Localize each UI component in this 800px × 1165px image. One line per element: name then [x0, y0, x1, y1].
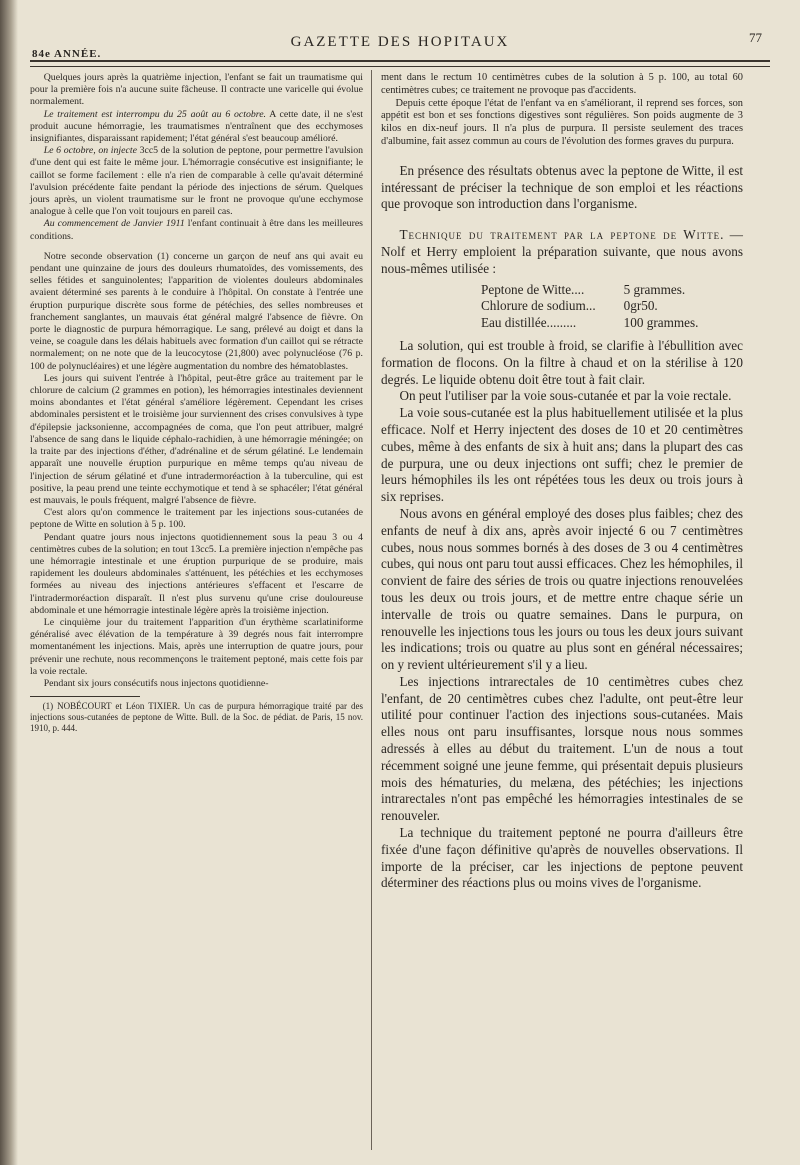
- recipe-row: [481, 282, 698, 299]
- paragraph: Depuis cette époque l'état de l'enfant va en s'améliorant, il reprend ses forces, son appétit est bon et ses fonctions digestives sont régulières. Son poids augmente de 3 kilos en dix-neuf jours. Il n'a plus de purpura. Il persiste seulement des traces d'albumine, fait assez commun au cours de l'évolution des formes graves du purpura.: [381, 97, 743, 147]
- year-label: 84e ANNÉE.: [32, 48, 102, 60]
- paragraph-lead: Le 6 octobre, on injecte: [43, 145, 137, 157]
- recipe-item: Peptone de Witte....: [481, 281, 585, 297]
- section-heading: Technique du traitement par la peptone de Witte.: [399, 227, 725, 243]
- footnote: (1) NOBÉCOURT et Léon TIXIER. Un cas de purpura hémorragique traité par des injections sous-cutanées de peptone de Witte. Bull. de la Soc. de pédiat. de Paris, 15 nov. 1910, p. 444.: [30, 701, 363, 734]
- left-column: [30, 72, 363, 734]
- paragraph: [30, 109, 363, 146]
- recipe-item: Chlorure de sodium...: [481, 298, 596, 314]
- paragraph: Les injections intrarectales de 10 centimètres cubes chez l'enfant, de 20 centimètres cubes chez l'adulte, ont peut-être leur utilité pour continuer l'action des injections sous-cutanées. Mais elles nous ont paru insuffisantes, lorsque nous nous sommes adressés à elles au début du traitement. L'un de nous a tout récemment soigné une jeune femme, qui présentait depuis plusieurs mois des hématuries, du melæna, des pétéchies; les injections intrarectales n'ont pas empêché les hémorragies intestinales de se renouveler.: [381, 673, 743, 824]
- paragraph: C'est alors qu'on commence le traitement par les injections sous-cutanées de peptone de Witte en solution à 5 p. 100.: [30, 507, 363, 531]
- paragraph: Nous avons en général employé des doses plus faibles; chez des enfants de neuf à dix ans, après avoir injecté 6 ou 7 centimètres cubes, nous nous sommes bornés à des doses de 3 ou 4 centimètres cubes, qui nous ont paru tout aussi efficaces. Chez les hémophiles, il convient de faire des séries de trois ou quatre injections renouvelées tous les deux ou trois jours, et de mettre entre chaque série un intervalle de trois ou quatre semaines. Dans le purpura, on renouvelle les injections tous les jours ou tous les deux jours suivant les indications; trois ou quatre au plus sont en général nécessaires; on y revient ultérieurement s'il y a lieu.: [381, 505, 743, 673]
- paragraph: [30, 145, 363, 218]
- paragraph: La voie sous-cutanée est la plus habituellement utilisée et la plus efficace. Nolf et Herry injectent des doses de 10 et 20 centimètres cubes, même à des enfants de six à huit ans; dans la plupart des cas de purpura, une ou deux injections ont suffi; chez le premier de leurs hémophiles ils les ont répétées tous les deux ou trois jours à six reprises.: [381, 405, 743, 505]
- paragraph: La solution, qui est trouble à froid, se clarifie à l'ébullition avec formation de flocons. On la filtre à chaud et on la stérilise à 120 degrés. Le liquide obtenu doit être tout à fait clair.: [381, 337, 743, 387]
- paragraph: On peut l'utiliser par la voie sous-cutanée et par la voie rectale.: [399, 388, 732, 404]
- paragraph-text: 3cc5 de la solution de peptone, pour permettre l'avulsion d'une dent qui est faite le même jour. L'hémorragie consécutive est insignifiante; le caillot se forme facilement : elle n'a rien de comparable à celle qu'avait déterminé l'avulsion précédente faite pendant la période des injections de sérum. Quelques jours après, un violent traumatisme sur le front ne provoque qu'une ecchymose analogue à celle que l'on voit toujours en pareil cas.: [30, 145, 363, 218]
- section-heading-paragraph: [381, 227, 743, 277]
- paragraph-text: — Nolf et Herry emploient la préparation suivante, que nous avons nous-mêmes utilisée :: [381, 227, 743, 276]
- paragraph-text: l'enfant continuait à être dans les meilleures conditions.: [30, 218, 363, 242]
- page-number: 77: [749, 30, 762, 45]
- paragraph: La technique du traitement peptoné ne pourra d'ailleurs être fixée d'une façon définitive qu'après de nouvelles observations. Il importe de la préciser, car les injections de peptone peuvent déterminer des réactions plus ou moins vives de l'organisme.: [381, 825, 743, 891]
- paragraph: Pendant six jours consécutifs nous injectons quotidienne-: [43, 677, 269, 689]
- column-separator: [371, 70, 372, 1150]
- recipe-row: [481, 315, 698, 332]
- header-rule-thin: [30, 66, 770, 67]
- recipe-qty: 100 grammes.: [623, 315, 699, 331]
- right-column: [381, 72, 743, 892]
- footnote-rule: [30, 696, 140, 697]
- paragraph: En présence des résultats obtenus avec la peptone de Witte, il est intéressant de préciser la technique de son emploi et les réactions que provoque son introduction dans l'organisme.: [381, 162, 743, 212]
- paragraph-lead: Au commencement de Janvier 1911: [43, 218, 185, 230]
- paragraph: [30, 218, 363, 242]
- paragraph: Notre seconde observation (1) concerne un garçon de neuf ans qui avait eu pendant une quinzaine de jours des douleurs rhumatoïdes, des vomissements, des selles fétides et sanguinolentes; l'apparition de violentes douleurs abdominales avaient déterminé ses parents à le conduire à l'hôpital. On constate à l'entrée une éruption purpurique discrète sous forme de pétéchies, des selles nombreuses et franchement sanglantes, un mauvais état général malgré l'absence de fièvre. On porte le diagnostic de purpura hémorragique. Le sang, prélevé au doigt et dans la veine, se coagule dans les délais habituels avec formation d'un caillot qui se rétracte normalement; on ne note que de la leucocytose (21,800) avec polynucléose (76 p. 100 de polynucléaires) et une légère augmentation du nombre des hématoblastes.: [30, 250, 363, 372]
- recipe-qty: 5 grammes.: [623, 281, 686, 297]
- paragraph: Le cinquième jour du traitement l'apparition d'un érythème scarlatiniforme généralisé avec élévation de la température à 39 degrés nous fait interrompre momentanément les injections. Mais, après une interruption de quatre jours, pour prévenir une rechute, nous recommençons le traitement peptoné, mais cette fois par la voie rectale.: [30, 616, 363, 677]
- paragraph: Quelques jours après la quatrième injection, l'enfant se fait un traumatisme qui pour la première fois n'a aucune suite fâcheuse. Il contracte une varicelle qui évolue normalement.: [30, 72, 363, 108]
- recipe-qty: 0gr50.: [623, 298, 658, 314]
- page-edge-shadow: [0, 0, 18, 1165]
- paragraph-lead: Le traitement est interrompu du 25 août au 6 octobre.: [43, 108, 266, 120]
- recipe-item: Eau distillée.........: [481, 315, 577, 331]
- recipe-table: [481, 282, 698, 332]
- paragraph: Pendant quatre jours nous injectons quotidiennement sous la peau 3 ou 4 centimètres cubes de la solution; en tout 13cc5. La première injection n'empêche pas une hémorragie intestinale et une éruption purpurique de se produire, mais rapidement les douleurs abdominales s'atténuent, les pétéchies et les ecchymoses formées au niveau des injections antérieures s'effacent et l'escarre de l'intradermoréaction disparaît. Il n'est plus survenu qu'une crise douloureuse abdominale et une hémorragie intestinale légère après la troisième injection.: [30, 531, 363, 616]
- recipe-row: [481, 298, 698, 315]
- journal-title: GAZETTE DES HOPITAUX: [290, 34, 510, 50]
- paragraph-text: A cette date, il ne s'est produit aucune hémorragie, les traumatismes n'entraînent que des ecchymoses insignifiantes, disparaissant rapidement; l'état général s'est beaucoup amélioré.: [30, 108, 363, 145]
- paragraph: Les jours qui suivent l'entrée à l'hôpital, peut-être grâce au traitement par le chlorure de calcium (2 grammes en potion), les hémorragies intestinales deviennent moins abondantes et l'état général s'améliore légèrement. Cependant les crises abdominales persistent et le troisième jour surviennent des crises convulsives à type d'épilepsie jacksonienne, accompagnées de coma, que l'on peut attribuer, malgré l'absence de sang dans le liquide céphalo-rachidien, à une hémorragie méningée; on la traite par des injections d'éther, d'adrénaline et de sérum gélatiné. Le lendemain apparaît une nouvelle éruption purpurique en même temps qu'au niveau de l'injection de sérum gélatiné et d'une intradermoréaction à la tuberculine, qui est positive, la peau prend une teinte ecchymotique et tend à se sphacéler; l'état général est mauvais, le pouls fréquent, malgré l'absence de fièvre.: [30, 372, 363, 506]
- header-rule-thick: [30, 60, 770, 62]
- paragraph: ment dans le rectum 10 centimètres cubes de la solution à 5 p. 100, au total 60 centimètres cubes; ce traitement ne provoque pas d'accidents.: [381, 72, 743, 96]
